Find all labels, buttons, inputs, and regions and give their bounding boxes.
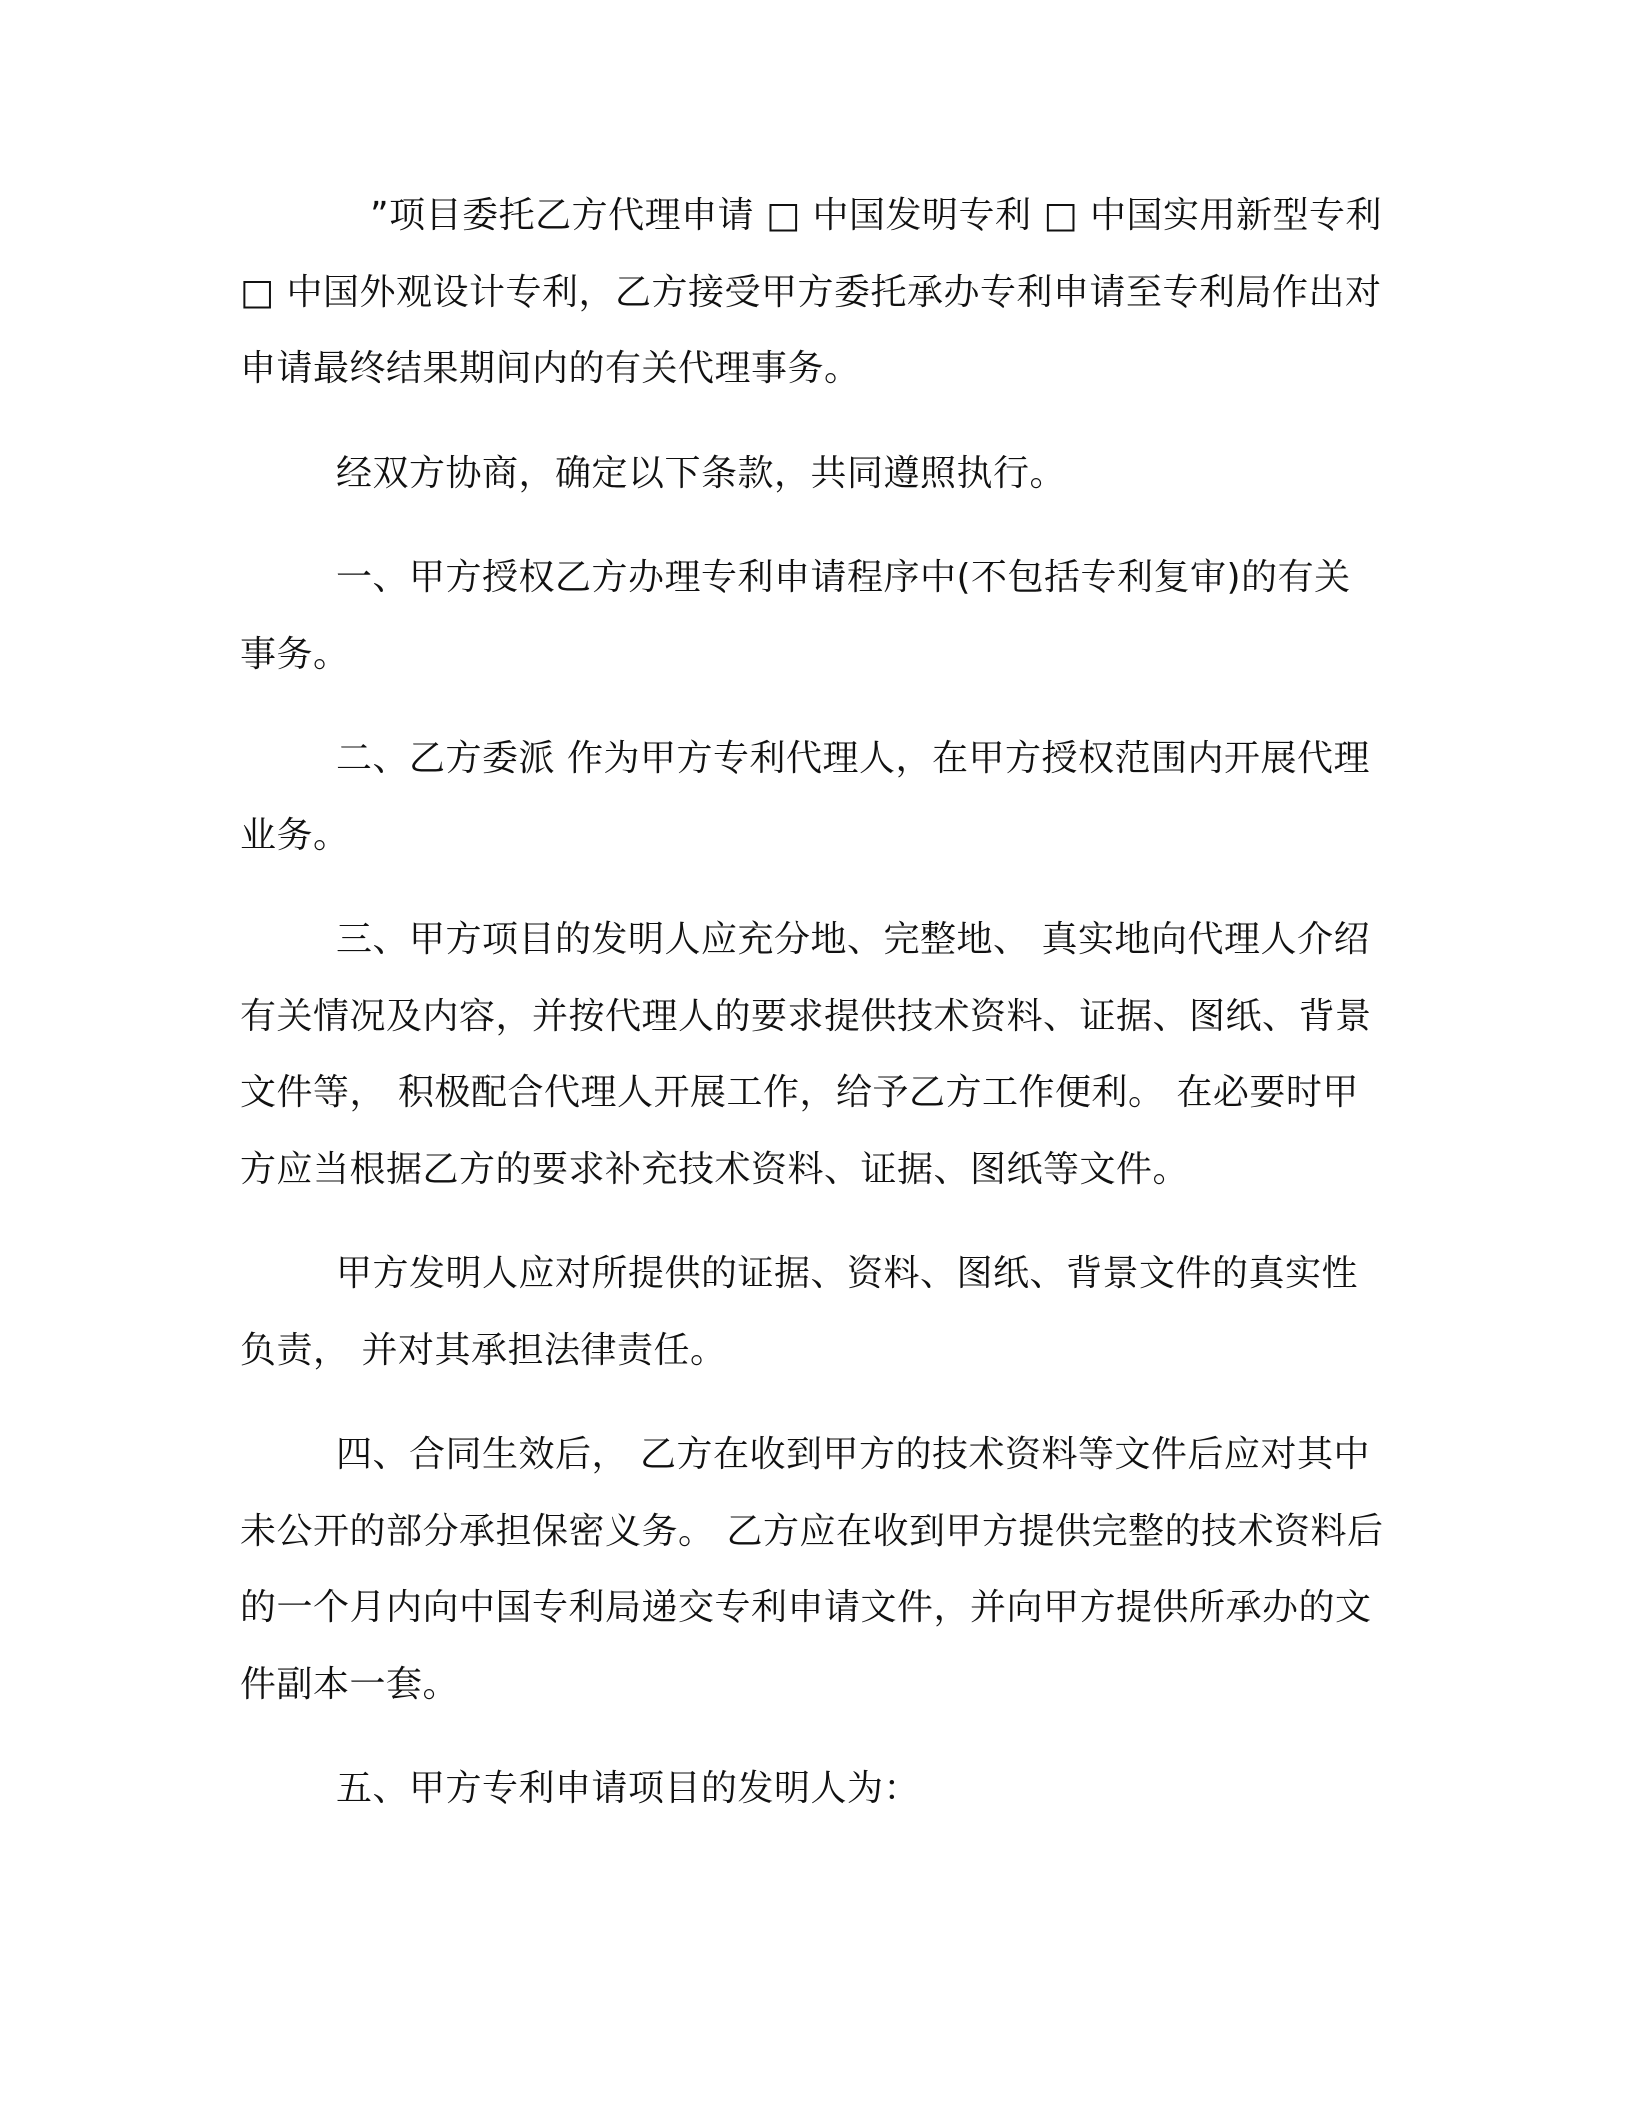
paragraph-delegation-scope: ”项目委托乙方代理申请 □ 中国发明专利 □ 中国实用新型专利 □ 中国外观设计专利，乙方接受甲方委托承办专利申请至专利局作出对申请最终结果期间内的有关代理事务。 xyxy=(240,195,1382,389)
document-body xyxy=(240,178,1385,1828)
paragraph-clause-3-responsibility: 甲方发明人应对所提供的证据、资料、图纸、背景文件的真实性负责， 并对其承担法律责任。 xyxy=(240,1253,1359,1371)
paragraph-clause-1: 一、甲方授权乙方办理专利申请程序中(不包括专利复审)的有关事务。 xyxy=(240,557,1351,675)
paragraph-clause-2: 二、乙方委派 作为甲方专利代理人，在甲方授权范围内开展代理业务。 xyxy=(240,738,1370,856)
paragraph-clause-5: 五、甲方专利申请项目的发明人为： xyxy=(336,1768,921,1809)
paragraph-clause-3: 三、甲方项目的发明人应充分地、完整地、 真实地向代理人介绍有关情况及内容，并按代理人的要求提供技术资料、证据、图纸、背景文件等， 积极配合代理人开展工作，给予乙方工作便利。 在必要时甲方应当根据乙方的要求补充技术资料、证据、图纸等文件。 xyxy=(240,919,1372,1190)
paragraph-agreement-intro: 经双方协商，确定以下条款，共同遵照执行。 xyxy=(336,452,1067,494)
paragraph-clause-4: 四、合同生效后， 乙方在收到甲方的技术资料等文件后应对其中未公开的部分承担保密义务。 乙方应在收到甲方提供完整的技术资料后的一个月内向中国专利局递交专利申请文件，并向甲方提供所承办的文件副本一套。 xyxy=(240,1434,1384,1705)
